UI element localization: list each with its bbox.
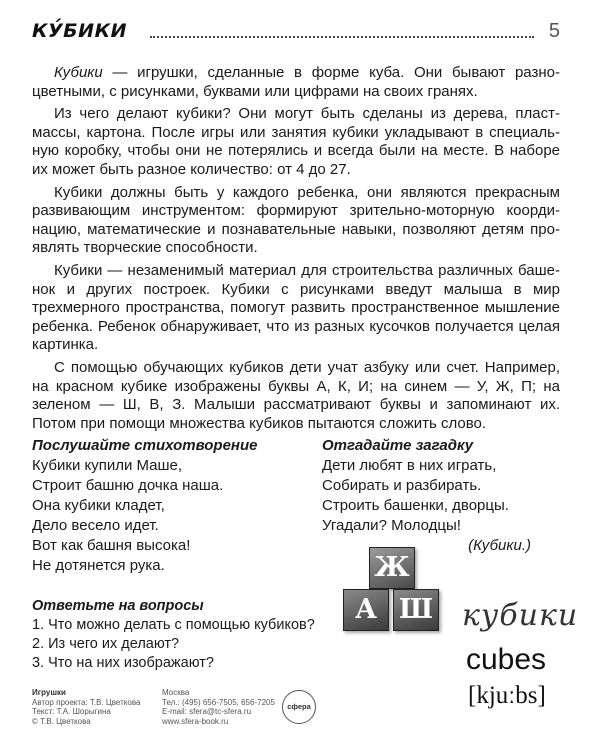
footer-series: Игрушки xyxy=(32,688,66,697)
questions-heading: Ответьте на вопросы xyxy=(32,598,204,614)
vocab-english-word: cubes xyxy=(466,643,547,676)
paragraph-text: — игрушки, сделанные в форме куба. Они бывают разноцветными, с рисунками, буквами или цифрами на своих гранях. xyxy=(32,64,560,100)
question-item: 3. Что на них изображают? xyxy=(32,655,214,671)
riddle-line: Угадали? Молодцы! xyxy=(322,517,461,534)
poem-line: Вот как башня высока! xyxy=(32,537,191,554)
main-text xyxy=(32,64,560,437)
footer-phone: Тел.: (495) 656-7505, 656-7205 xyxy=(162,697,275,707)
riddle-section xyxy=(322,436,567,556)
letter-cube-top: Ж xyxy=(369,547,415,589)
paragraph xyxy=(32,64,560,101)
paragraph xyxy=(32,359,560,433)
riddle-heading: Отгадайте загадку xyxy=(322,437,474,454)
header-divider xyxy=(150,36,534,38)
riddle-answer: (Кубики.) xyxy=(468,537,531,554)
footer-email: E-mail: sfera@tc-sfera.ru xyxy=(162,707,252,716)
poem-line: Кубики купили Маше, xyxy=(32,457,183,474)
paragraph xyxy=(32,184,560,258)
paragraph-text: Кубики должны быть у каждого ребенка, они являются прекрасным развивающим инструментом: формируют зрительно-моторную координацию, математические и познавательные навыки, позволяют детям проявлять творческие способности. xyxy=(32,183,560,257)
vocab-transcription: [kjuːbs] xyxy=(468,682,546,709)
letter-cubes-illustration xyxy=(340,543,445,633)
footer-city: Москва xyxy=(162,688,190,697)
letter-cube-bottom-right: Ш xyxy=(393,589,439,631)
footer-contacts xyxy=(162,688,282,726)
footer-copyright: © Т.В. Цветкова xyxy=(32,716,91,726)
page-header xyxy=(32,20,560,54)
vocab-script-word: кубики xyxy=(462,598,579,633)
paragraph xyxy=(32,105,560,179)
paragraph xyxy=(32,262,560,355)
letter-cube-bottom-left: А xyxy=(343,589,389,631)
page-number: 5 xyxy=(548,20,560,42)
poem-line: Дело весело идет. xyxy=(32,517,159,534)
riddle-line: Дети любят в них играть, xyxy=(322,457,497,474)
footer-author: Автор проекта: Т.В. Цветкова xyxy=(32,697,141,707)
publisher-logo: сфера xyxy=(282,690,316,724)
footer-website: www.sfera-book.ru xyxy=(162,716,229,726)
paragraph-text: Кубики — незаменимый материал для строительства различных башенок и других построек. Кубики с рисунками введут малыша в мир трехмерного пространства, помогут развить пространственное мышление ребенка. Ребенок обнаруживает, что из разных кусочков получается целая картинка. xyxy=(32,261,560,354)
question-item: 2. Из чего их делают? xyxy=(32,636,180,652)
poem-line: Не дотянется рука. xyxy=(32,557,165,574)
questions-section xyxy=(32,597,352,673)
page-title: КУ́БИКИ xyxy=(32,20,127,42)
paragraph-text: Из чего делают кубики? Они могут быть сделаны из дерева, пластмассы, картона. После игры или занятия кубики укладывают в специальную коробку, чтобы они не потерялись и всегда были на месте. В наборе их может быть разное количество: от 4 до 27. xyxy=(32,105,560,178)
paragraph-text: С помощью обучающих кубиков дети учат азбуку или счет. Например, на красном кубике изображены буквы А, К, И; на синем — У, Ж, П; на зеленом — Ш, В, З. Малыши рассматривают буквы и запоминают их. Потом при помощи множества кубиков пытаются сложить слово. xyxy=(32,358,560,432)
poem-line: Она кубики кладет, xyxy=(32,497,165,514)
riddle-line: Собирать и разбирать. xyxy=(322,477,482,494)
footer-text-author: Текст: Т.А. Шорыгина xyxy=(32,707,111,716)
footer xyxy=(32,688,452,740)
poem-line: Строит башню дочка наша. xyxy=(32,477,224,494)
question-item: 1. Что можно делать с помощью кубиков? xyxy=(32,617,315,633)
riddle-line: Строить башенки, дворцы. xyxy=(322,497,509,514)
paragraph-lead: Кубики xyxy=(54,64,103,81)
footer-credits xyxy=(32,688,172,726)
poem-heading: Послушайте стихотворение xyxy=(32,437,258,454)
poem-section xyxy=(32,436,332,576)
